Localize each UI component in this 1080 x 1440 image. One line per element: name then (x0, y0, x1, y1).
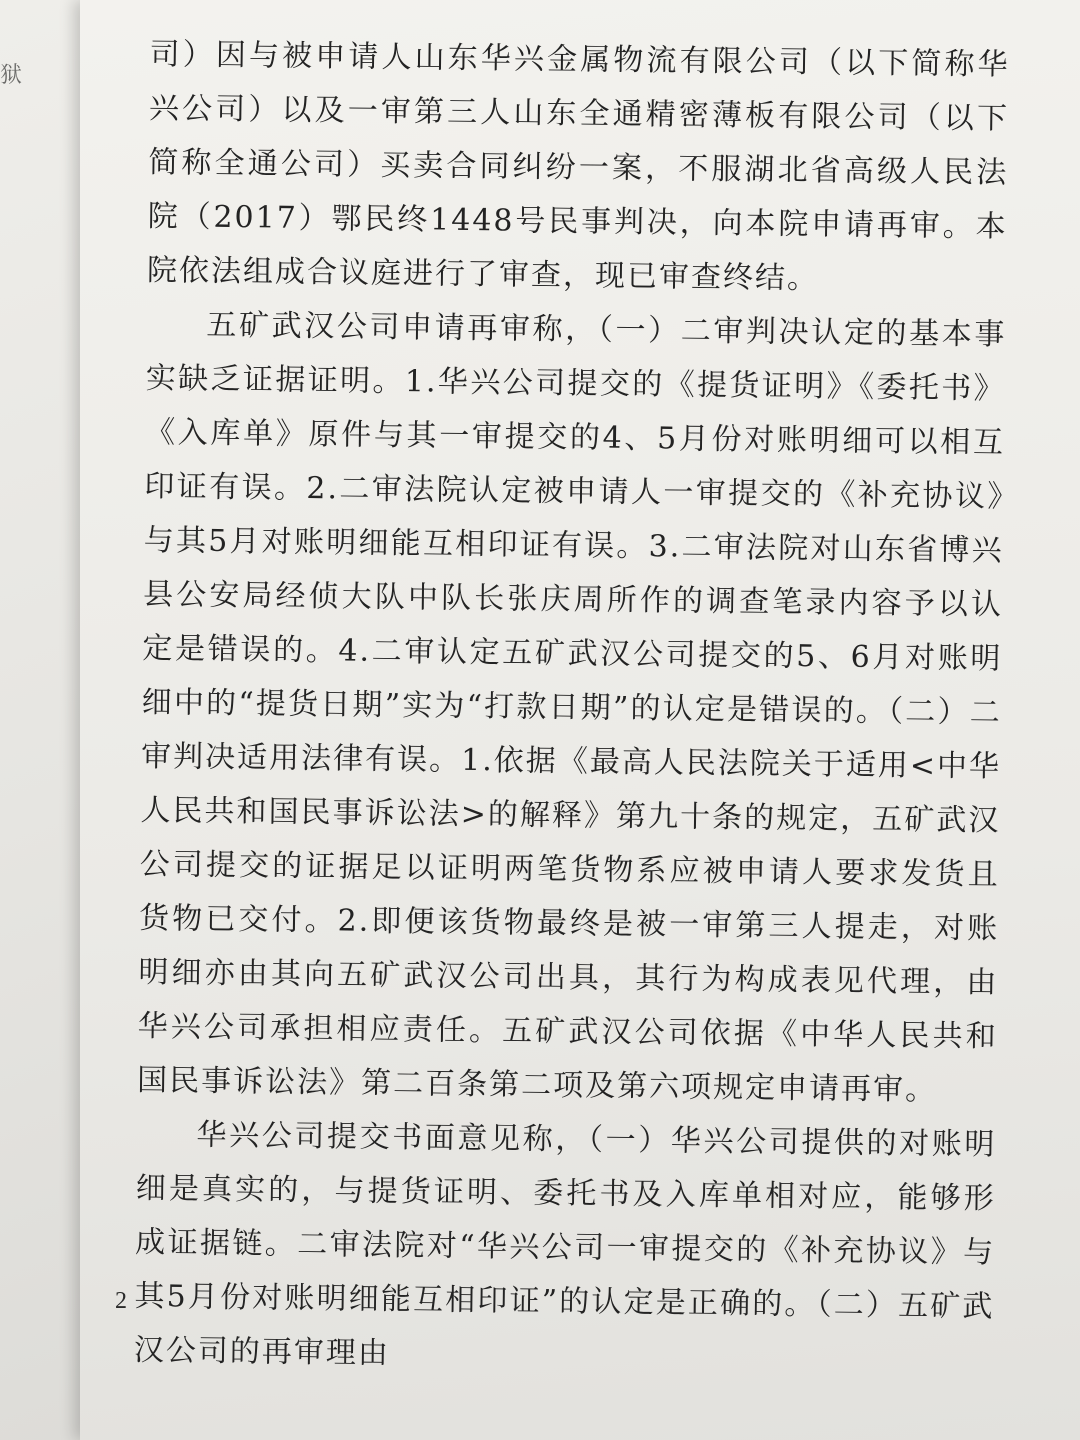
paragraph-case-intro: 司）因与被申请人山东华兴金属物流有限公司（以下简称华兴公司）以及一审第三人山东全通精密薄板有限公司（以下简称全通公司）买卖合同纠纷一案，不服湖北省高级人民法院（2017）鄂民终1448号民事判决，向本院申请再审。本院依法组成合议庭进行了审查，现已审查终结。 (146, 36, 1010, 297)
document-page (80, 0, 1080, 1440)
paragraph-respondent-opinion: 华兴公司提交书面意见称，（一）华兴公司提供的对账明细是真实的，与提货证明、委托书及入库单相对应，能够形成证据链。二审法院对“华兴公司一审提交的《补充协议》与其5月份对账明细能互相印证”的认定是正确的。（二）五矿武汉公司的再审理由 (133, 1117, 997, 1372)
document-body (134, 28, 1010, 1388)
adjacent-page-edge-text: 狱 (0, 63, 23, 88)
paragraph-applicant-claims: 五矿武汉公司申请再审称，（一）二审判决认定的基本事实缺乏证据证明。1.华兴公司提交的《提货证明》《委托书》《入库单》原件与其一审提交的4、5月份对账明细可以相互印证有误。2.二审法院认定被申请人一审提交的《补充协议》与其5月对账明细能互相印证有误。3.二审法院对山东省博兴县公安局经侦大队中队长张庆周所作的调查笔录内容予以认定是错误的。4.二审认定五矿武汉公司提交的5、6月对账明细中的“提货日期”实为“打款日期”的认定是错误的。（二）二审判决适用法律有误。1.依据《最高人民法院关于适用<中华人民共和国民事诉讼法>的解释》第九十条的规定，五矿武汉公司提交的证据足以证明两笔货物系应被申请人要求发货且货物已交付。2.即便该货物最终是被一审第三人提走，对账明细亦由其向五矿武汉公司出具，其行为构成表见代理，由华兴公司承担相应责任。五矿武汉公司依据《中华人民共和国民事诉讼法》第二百条第二项及第六项规定申请再审。 (136, 307, 1007, 1108)
page-number: 2 (115, 1288, 127, 1314)
